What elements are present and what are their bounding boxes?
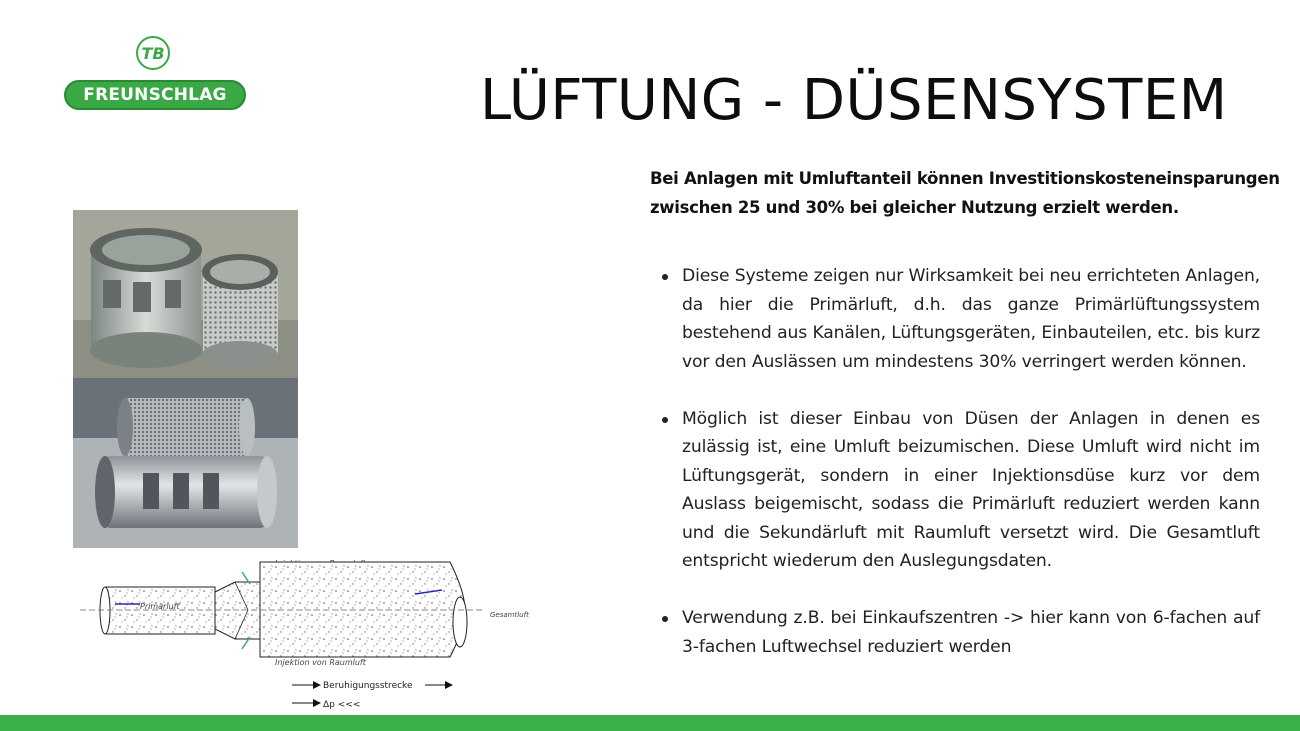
- nozzle-photo-top: [73, 210, 298, 378]
- total-air-label: Gesamtluft: [490, 611, 529, 619]
- logo-wordmark: FREUNSCHLAG: [64, 80, 246, 110]
- company-logo: [64, 36, 246, 112]
- slide-title: LÜFTUNG - DÜSENSYSTEM: [480, 68, 1228, 133]
- nozzle-photo-bottom: [73, 378, 298, 548]
- injection-bottom-label: Injektion von Raumluft: [275, 658, 366, 667]
- bullet-item: [652, 604, 1260, 661]
- primary-air-label: Primärluft: [140, 602, 180, 611]
- pressure-label: Δp <<<: [323, 700, 361, 710]
- bullet-text: Möglich ist dieser Einbau von Düsen der Anlagen in denen es zulässig ist, eine Umluft beizumischen. Diese Umluft wird nicht im Lüftungsgerät, sondern in einer Injektionsdüse kurz vor dem Auslass beigemischt, sodass die Primärluft reduziert werden kann und die Sekundärluft mit Raumluft versetzt wird. Die Gesamtluft entspricht wiederum den Auslegungsdaten.: [682, 408, 1260, 571]
- bullet-item: [652, 262, 1260, 376]
- footer-bar: [0, 715, 1300, 731]
- intro-text: Bei Anlagen mit Umluftanteil können Investitionskosteneinsparungen zwischen 25 und 30% bei gleicher Nutzung erzielt werden.: [650, 169, 1280, 217]
- bullet-dot-icon: [662, 616, 668, 622]
- bullet-text: Diese Systeme zeigen nur Wirksamkeit bei neu errichteten Anlagen, da hier die Primärluft, d.h. das ganze Primärlüftungssystem bestehend aus Kanälen, Lüftungsgeräten, Einbauteilen, etc. bis kurz vor den Auslässen um mindestens 30% verringert werden können.: [682, 266, 1260, 372]
- logo-emblem: TB: [136, 36, 170, 70]
- bullet-dot-icon: [662, 417, 668, 423]
- injection-diagram: [70, 552, 550, 717]
- bullet-dot-icon: [662, 274, 668, 280]
- bullet-text: Verwendung z.B. bei Einkaufszentren -> hier kann von 6-fachen auf 3-fachen Luftwechsel reduziert werden: [682, 608, 1260, 657]
- calming-section-label: Beruhigungsstrecke: [323, 681, 413, 691]
- bullet-list: [652, 262, 1260, 690]
- bullet-item: [652, 405, 1260, 576]
